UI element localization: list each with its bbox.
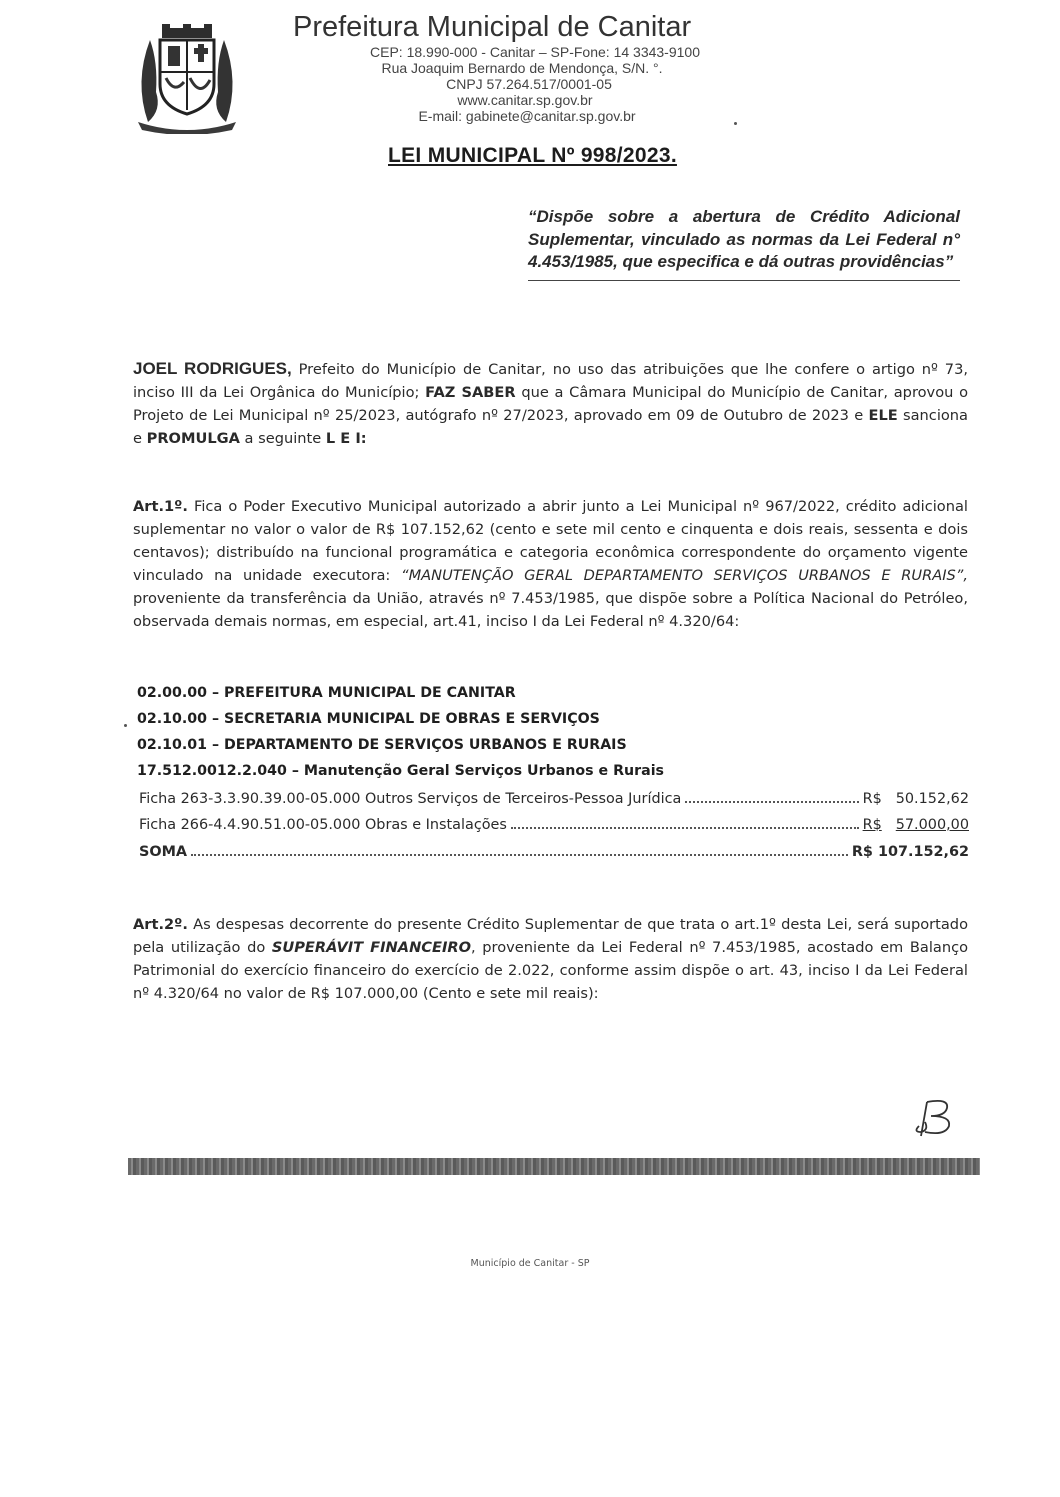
header-address-line: CEP: 18.990-000 - Canitar – SP-Fone: 14 3343-9100 — [370, 44, 700, 60]
budget-row-currency: R$ — [862, 791, 882, 807]
leader-dots — [685, 789, 858, 803]
org-line-prefeitura: 02.00.00 – PREFEITURA MUNICIPAL DE CANITAR — [137, 685, 516, 701]
footer-text: Município de Canitar - SP — [470, 1258, 590, 1269]
article-1 — [133, 495, 968, 633]
header-website: www.canitar.sp.gov.br — [457, 92, 593, 108]
preamble-paragraph — [133, 357, 968, 450]
promulga-keyword: PROMULGA — [146, 430, 240, 447]
total-label: SOMA — [139, 844, 188, 860]
header-email: E-mail: gabinete@canitar.sp.gov.br — [418, 108, 636, 124]
scan-speck — [124, 724, 127, 727]
budget-row — [139, 789, 969, 807]
org-line-secretaria: 02.10.00 – SECRETARIA MUNICIPAL DE OBRAS E SERVIÇOS — [137, 711, 600, 727]
preamble-text-2: que a Câmara Municipal do Município de Canitar, aprovou o Projeto de Lei Municipal nº 25/2023, autógrafo nº 27/2023, aprovado em 09 de Outubro de 2023 e — [133, 384, 968, 424]
budget-row-label: Ficha 266-4.4.90.51.00-05.000 Obras e Instalações — [139, 817, 507, 833]
budget-row-label: Ficha 263-3.3.90.39.00-05.000 Outros Serviços de Terceiros-Pessoa Jurídica — [139, 791, 682, 807]
header-cnpj-line: CNPJ 57.264.517/0001-05 — [446, 76, 612, 92]
law-summary: “Dispõe sobre a abertura de Crédito Adicional Suplementar, vinculado as normas da Lei Federal n° 4.453/1985, que especifica e dá outras providências” — [528, 206, 960, 281]
preamble-text-4: a seguinte — [239, 430, 326, 447]
municipal-coat-of-arms-icon — [128, 22, 246, 134]
executing-unit: “MANUTENÇÃO GERAL DEPARTAMENTO SERVIÇOS URBANOS E RURAIS”, — [401, 567, 968, 584]
leader-dots — [511, 815, 859, 829]
article-2-text-2: , proveniente da Lei Federal nº 7.453/1985, acostado em Balanço Patrimonial do exercício financeiro do exercício de 2.022, conforme assim dispõe o art. 43, inciso I da Lei Federal nº 4.320/64 no valor de R$ 107.000,00 (Cento e sete mil reais): — [133, 939, 969, 1002]
lei-keyword: L E I: — [325, 430, 367, 447]
header-street-line: Rua Joaquim Bernardo de Mendonça, S/N. °. — [381, 60, 663, 76]
leader-dots — [191, 842, 848, 856]
article-2-text-1: As despesas decorrente do presente Crédito Suplementar de que trata o art.1º desta Lei, será suportado pela utilização do — [133, 916, 968, 956]
budget-row-value: 57.000,00 — [895, 817, 969, 833]
article-1-text-1: Fica o Poder Executivo Municipal autorizado a abrir junto a Lei Municipal nº 967/2022, crédito adicional suplementar no valor o valor de R$ 107.152,62 (cento e sete mil cento e cinquenta e dois reais, sessenta e dois centavos); distribuído na funcional programática e categoria econômica correspondente do orçamento vigente vinculado na unidade executora: — [133, 498, 968, 584]
footer-rule — [128, 1158, 980, 1175]
total-row — [139, 842, 969, 860]
article-2-label: Art.2º. — [133, 916, 188, 933]
ele-keyword: ELE — [868, 407, 898, 424]
preamble-text-1: Prefeito do Município de Canitar, no uso das atribuições que lhe confere o artigo nº 73, inciso III da Lei Orgânica do Município; — [133, 361, 968, 401]
preamble-text-3: sanciona e — [133, 407, 968, 447]
superavit-term: SUPERÁVIT FINANCEIRO — [271, 939, 472, 956]
org-line-program: 17.512.0012.2.040 – Manutenção Geral Serviços Urbanos e Rurais — [137, 763, 665, 779]
budget-row-value: 50.152,62 — [895, 791, 969, 807]
letterhead — [290, 10, 770, 124]
article-2 — [133, 913, 968, 1005]
org-line-departamento: 02.10.01 – DEPARTAMENTO DE SERVIÇOS URBANOS E RURAIS — [137, 737, 627, 753]
faz-saber: FAZ SABER — [425, 384, 516, 401]
budget-row-currency: R$ — [862, 817, 882, 833]
law-title: LEI MUNICIPAL Nº 998/2023. — [388, 144, 677, 167]
budget-row — [139, 815, 969, 833]
total-value: R$ 107.152,62 — [851, 844, 969, 860]
mayor-name: JOEL RODRIGUES, — [133, 359, 292, 378]
initials-signature-icon — [905, 1092, 965, 1140]
article-1-label: Art.1º. — [133, 498, 188, 515]
article-1-text-2: proveniente da transferência da União, através nº 7.453/1985, que dispõe sobre a Política Nacional do Petróleo, observada demais normas, em especial, art.41, inciso I da Lei Federal nº 4.320/64: — [133, 590, 968, 630]
institution-name: Prefeitura Municipal de Canitar — [293, 11, 692, 43]
scan-speck — [734, 122, 737, 125]
